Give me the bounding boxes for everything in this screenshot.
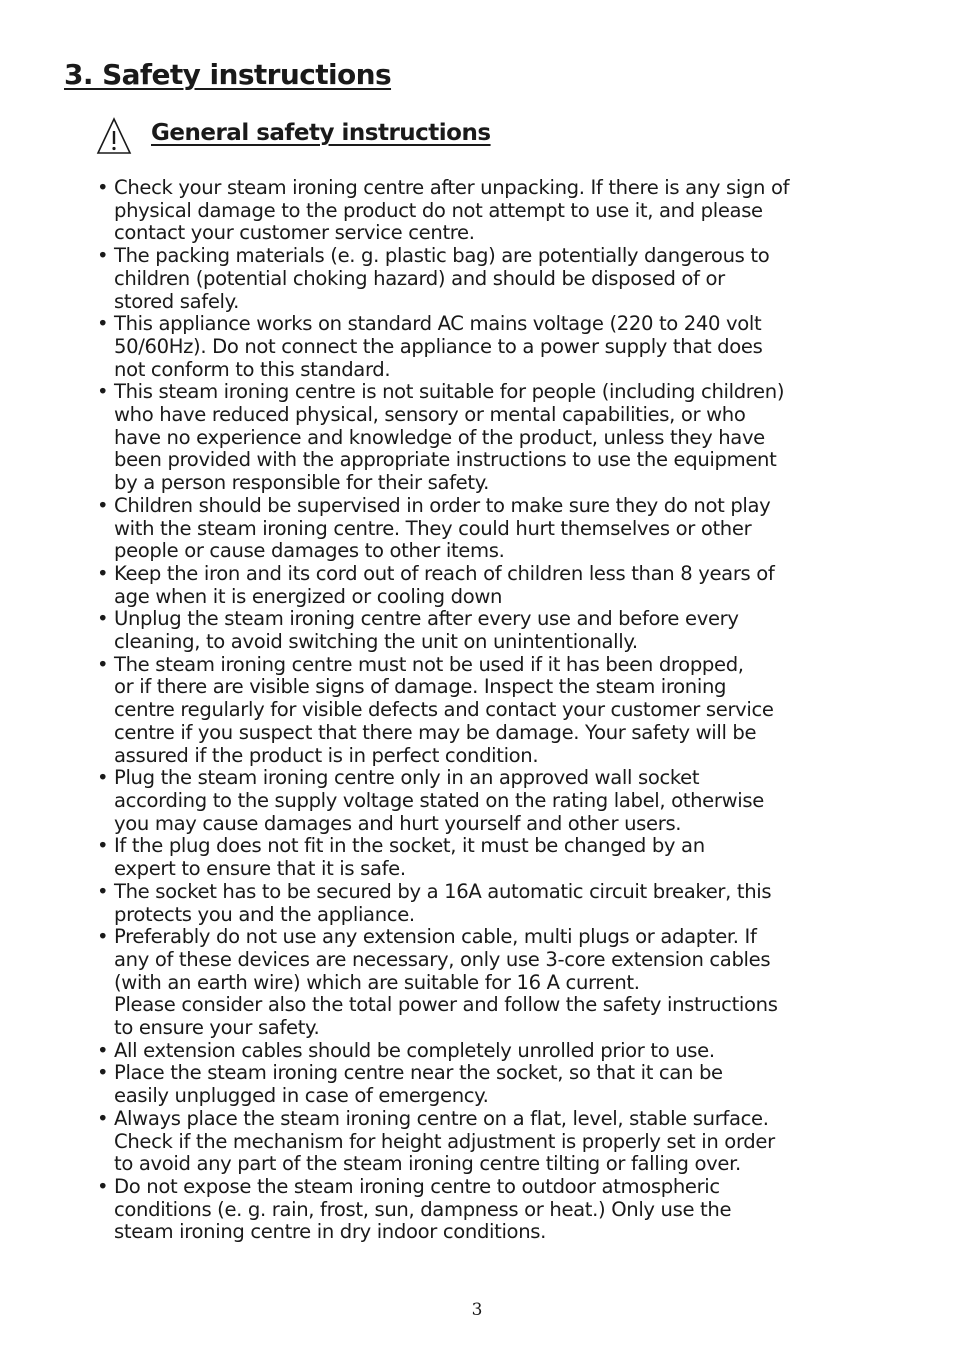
instruction-text: Preferably do not use any extension cable, multi plugs or adapter. If any of these devices are necessary, only use 3-core extension cables (with an earth wire) which are suitable for 16 A current. Please consider also the total power and follow the safety instructions to ensure your safety. (114, 925, 778, 1040)
instruction-item (97, 381, 897, 495)
bullet-icon: • (97, 312, 109, 336)
instruction-text: Unplug the steam ironing centre after every use and before every cleaning, to avoid switching the unit on unintentionally. (114, 607, 739, 654)
page-number: 3 (471, 1300, 483, 1320)
instruction-text: Place the steam ironing centre near the socket, so that it can be easily unplugged in case of emergency. (114, 1061, 723, 1108)
instruction-text: The packing materials (e. g. plastic bag) are potentially dangerous to children (potential choking hazard) and should be disposed of or stored safely. (114, 244, 770, 313)
instruction-text: If the plug does not fit in the socket, it must be changed by an expert to ensure that it is safe. (114, 834, 705, 881)
instruction-item (97, 313, 897, 381)
bullet-icon: • (97, 834, 109, 858)
instruction-item (97, 177, 897, 245)
instruction-item (97, 245, 897, 313)
bullet-icon: • (97, 1061, 109, 1085)
instruction-text: The socket has to be secured by a 16A automatic circuit breaker, this protects you and the appliance. (114, 879, 772, 926)
bullet-icon: • (97, 561, 109, 585)
instruction-text: This steam ironing centre is not suitable for people (including children) who have reduced physical, sensory or mental capabilities, or who have no experience and knowledge of the product, unless they have been provided with the appropriate instructions to use the equipment by a person responsible for their safety. (114, 380, 785, 495)
instruction-item (97, 1062, 897, 1107)
instruction-item (97, 926, 897, 1040)
instruction-item (97, 608, 897, 653)
instruction-item (97, 1040, 897, 1063)
bullet-icon: • (97, 607, 109, 631)
instruction-item (97, 563, 897, 608)
instruction-text: Keep the iron and its cord out of reach of children less than 8 years of age when it is energized or cooling down (114, 561, 775, 608)
instruction-item (97, 495, 897, 563)
bullet-icon: • (97, 244, 109, 268)
instruction-text: All extension cables should be completely unrolled prior to use. (114, 1038, 715, 1062)
bullet-icon: • (97, 652, 109, 676)
instruction-item (97, 1108, 897, 1176)
bullet-icon: • (97, 925, 109, 949)
bullet-icon: • (97, 176, 109, 199)
section-title: General safety instructions (151, 120, 491, 146)
instruction-item (97, 654, 897, 768)
bullet-icon: • (97, 766, 109, 790)
bullet-icon: • (97, 1038, 109, 1062)
bullet-icon: • (97, 1106, 109, 1130)
instruction-item (97, 881, 897, 926)
instruction-text: Always place the steam ironing centre on a flat, level, stable surface. Check if the mechanism for height adjustment is properly set in order to avoid any part of the steam ironing centre tilting or falling over. (114, 1106, 775, 1176)
instruction-text: The steam ironing centre must not be used if it has been dropped, or if there are visible signs of damage. Inspect the steam ironing centre regularly for visible defects and contact your customer service centre if you suspect that there may be damage. Your safety will be assured if the product is in perfect condition. (114, 652, 774, 767)
instruction-text: Do not expose the steam ironing centre to outdoor atmospheric conditions (e. g. rain, frost, sun, dampness or heat.) Only use the steam ironing centre in dry indoor conditions. (114, 1174, 732, 1244)
page-title: 3. Safety instructions (64, 58, 392, 91)
bullet-icon: • (97, 1174, 109, 1198)
instruction-text: Children should be supervised in order to make sure they do not play with the steam ironing centre. They could hurt themselves or other people or cause damages to other items. (114, 493, 771, 563)
warning-triangle-icon (96, 116, 132, 156)
instruction-text: Plug the steam ironing centre only in an approved wall socket according to the supply voltage stated on the rating label, otherwise you may cause damages and hurt yourself and other users. (114, 766, 764, 835)
instruction-text: Check your steam ironing centre after unpacking. If there is any sign of physical damage to the product do not attempt to use it, and please contact your customer service centre. (114, 176, 790, 245)
instruction-text: This appliance works on standard AC mains voltage (220 to 240 volt 50/60Hz). Do not connect the appliance to a power supply that does not conform to this standard. (114, 312, 763, 381)
instructions-list (97, 177, 897, 1244)
bullet-icon: • (97, 380, 109, 404)
bullet-icon: • (97, 493, 109, 517)
instruction-item (97, 835, 897, 880)
section-header (96, 116, 491, 156)
instruction-item (97, 767, 897, 835)
instruction-item (97, 1176, 897, 1244)
bullet-icon: • (97, 879, 109, 903)
